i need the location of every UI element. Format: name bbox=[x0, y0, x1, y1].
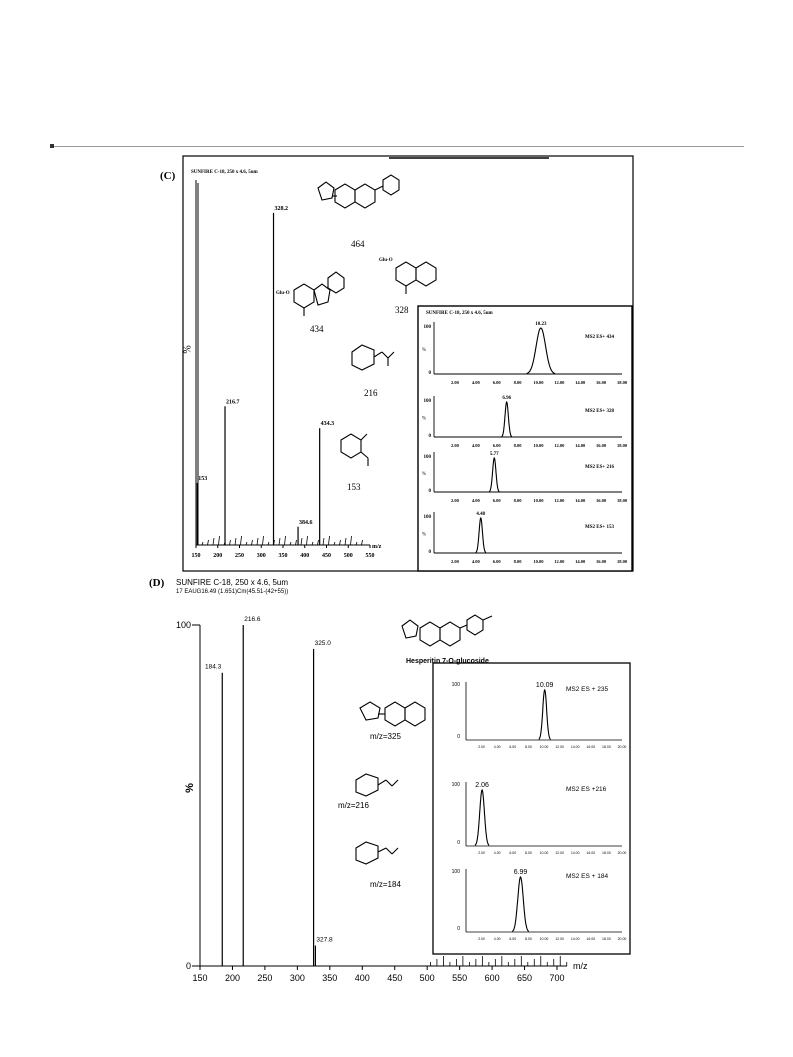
panel-c-inset-y-max: 100 bbox=[423, 325, 431, 330]
panel-d-chromatogram-inset bbox=[433, 663, 630, 954]
panel-d-structure-label-184: m/z=184 bbox=[370, 880, 401, 889]
panel-c-noise-tick bbox=[219, 536, 220, 545]
panel-c-inset-channel: MS2 ES+ 328 bbox=[585, 409, 614, 414]
panel-c-inset-x-tick-label: 6.00 bbox=[492, 559, 501, 564]
panel-d-inset-y-zero: 0 bbox=[457, 840, 460, 846]
panel-c-inset-peak-label: 10.23 bbox=[535, 322, 547, 327]
panel-d-inset-x-tick-label: 18.00 bbox=[602, 745, 611, 749]
panel-d-inset-y-zero: 0 bbox=[457, 926, 460, 932]
panel-c-noise-tick bbox=[351, 536, 352, 545]
structure-216-icon bbox=[352, 345, 394, 370]
panel-c-inset-x-tick-label: 4.00 bbox=[471, 443, 480, 448]
panel-c-inset-x-tick-label: 14.00 bbox=[575, 498, 586, 503]
panel-d-x-tick-label: 550 bbox=[452, 973, 468, 983]
panel-c-inset-x-tick-label: 16.00 bbox=[596, 380, 607, 385]
panel-c-structure-label-328: 328 bbox=[395, 305, 409, 315]
panel-d-inset-x-tick-label: 4.00 bbox=[493, 745, 501, 749]
panel-c-inset-y-zero: 0 bbox=[428, 371, 431, 376]
panel-d-inset-peak-label: 2.06 bbox=[475, 782, 489, 789]
panel-c-inset-y-max: 100 bbox=[423, 455, 431, 460]
panel-d-inset-x-tick-label: 20.00 bbox=[617, 851, 627, 855]
panel-d-inset-x-tick-label: 2.00 bbox=[478, 745, 486, 749]
panel-d-x-tick-label: 150 bbox=[192, 973, 208, 983]
panel-d-inset-x-tick-label: 10.00 bbox=[539, 851, 549, 855]
panel-d-xlabel: m/z bbox=[573, 961, 588, 971]
panel-d-inset-x-tick-label: 4.00 bbox=[493, 851, 501, 855]
panel-c-inset-x-tick-label: 12.00 bbox=[554, 559, 565, 564]
panel-c-inset-y-zero: 0 bbox=[428, 434, 431, 439]
panel-c-noise-tick bbox=[307, 536, 308, 545]
structure-184-icon bbox=[356, 842, 398, 864]
panel-c-inset-channel: MS2 ES+ 153 bbox=[585, 525, 614, 530]
panel-c-x-tick-label: 400 bbox=[300, 553, 310, 559]
panel-d-inset-x-tick-label: 6.00 bbox=[509, 851, 517, 855]
panel-d-inset-x-tick-label: 2.00 bbox=[478, 937, 486, 941]
panel-c-inset-x-tick-label: 8.00 bbox=[513, 380, 522, 385]
panel-c-inset-x-tick-label: 6.00 bbox=[492, 380, 501, 385]
panel-c-noise-tick bbox=[318, 540, 319, 545]
panel-c-inset-frame bbox=[418, 306, 632, 571]
panel-c-noise-tick bbox=[252, 540, 253, 545]
panel-c-peak-label: 384.6 bbox=[299, 519, 313, 526]
panel-d-x-tick-label: 200 bbox=[224, 973, 240, 983]
panel-c-label: (C) bbox=[160, 170, 176, 182]
panel-c-noise-tick bbox=[285, 536, 286, 545]
panel-c-inset-y-pct: % bbox=[421, 416, 426, 422]
panel-c-inset-x-tick-label: 10.00 bbox=[533, 380, 544, 385]
panel-c-noise-tick bbox=[329, 536, 330, 545]
panel-c-inset-x-tick-label: 4.00 bbox=[471, 380, 480, 385]
panel-c-noise-tick bbox=[230, 540, 231, 545]
panel-d-inset-x-tick-label: 10.00 bbox=[539, 745, 549, 749]
panel-c-inset-y-zero: 0 bbox=[428, 489, 431, 494]
panel-c-x-tick-label: 450 bbox=[322, 553, 331, 559]
panel-d-inset-x-tick-label: 12.00 bbox=[555, 851, 564, 855]
panel-c-inset-peak-label: 6.96 bbox=[502, 396, 512, 401]
panel-d-inset-x-tick-label: 10.00 bbox=[539, 937, 549, 941]
panel-c-structure-label-434: 434 bbox=[310, 324, 324, 334]
hesperitin-structure-icon bbox=[402, 615, 492, 646]
panel-d-inset-frame bbox=[433, 663, 630, 954]
panel-c-noise-tick bbox=[257, 538, 258, 545]
panel-d-inset-x-tick-label: 16.00 bbox=[586, 745, 596, 749]
panel-c-inset-x-tick-label: 6.00 bbox=[492, 443, 501, 448]
panel-c-inset-x-tick-label: 18.00 bbox=[616, 380, 628, 385]
panel-d-inset-y-max: 100 bbox=[451, 869, 460, 875]
panel-c-x-tick-label: 500 bbox=[343, 553, 353, 559]
panel-c-inset-x-tick-label: 6.00 bbox=[492, 498, 501, 503]
panel-c-noise-tick bbox=[345, 538, 346, 545]
panel-c-inset-x-tick-label: 16.00 bbox=[596, 559, 607, 564]
panel-d-x-tick-label: 700 bbox=[549, 973, 565, 983]
structure-216-d-icon bbox=[356, 774, 398, 796]
panel-c-sugar-label-434: Glu-O bbox=[276, 291, 290, 296]
panel-d-inset-x-tick-label: 8.00 bbox=[524, 745, 532, 749]
panel-c-inset-x-tick-label: 18.00 bbox=[616, 559, 628, 564]
panel-d-peak-label: 327.8 bbox=[316, 936, 333, 944]
panel-d-x-tick-label: 350 bbox=[322, 973, 338, 983]
panel-c-x-tick-label: 150 bbox=[191, 553, 201, 559]
panel-c-peak-label: 328.2 bbox=[274, 205, 289, 212]
panel-d-peak-label: 216.6 bbox=[244, 616, 261, 623]
panel-c-header: SUNFIRE C-18, 250 x 4.6, 5um bbox=[191, 170, 258, 175]
panel-c-inset-x-tick-label: 2.00 bbox=[450, 443, 459, 448]
panel-c-inset-y-max: 100 bbox=[423, 399, 431, 404]
panel-c-structure-label-153: 153 bbox=[347, 482, 361, 492]
panel-d-inset-x-tick-label: 8.00 bbox=[524, 851, 532, 855]
panel-c-inset-channel: MS2 ES+ 216 bbox=[585, 465, 614, 470]
panel-d-inset-x-tick-label: 16.00 bbox=[586, 937, 596, 941]
panel-c-chromatogram-inset bbox=[418, 306, 632, 571]
panel-c-x-tick-label: 250 bbox=[235, 553, 244, 559]
panel-c-inset-channel: MS2 ES+ 434 bbox=[585, 335, 614, 340]
panel-c-sugar-label-328: Glu-O bbox=[379, 258, 393, 263]
panel-d-inset-x-tick-label: 20.00 bbox=[617, 937, 627, 941]
panel-d-inset-y-max: 100 bbox=[451, 782, 460, 788]
panel-c-noise-tick bbox=[323, 538, 324, 545]
panel-c-xlabel: m/z bbox=[372, 544, 382, 550]
panel-c-x-tick-label: 550 bbox=[365, 553, 375, 559]
panel-c-inset-y-pct: % bbox=[421, 532, 426, 538]
panel-c-x-tick-label: 200 bbox=[213, 553, 223, 559]
panel-d-inset-x-tick-label: 14.00 bbox=[570, 937, 580, 941]
structure-325-icon bbox=[360, 702, 425, 726]
panel-c-inset-y-zero: 0 bbox=[428, 550, 431, 555]
panel-d-x-tick-label: 450 bbox=[387, 973, 403, 983]
panel-c-inset-x-tick-label: 2.00 bbox=[450, 380, 459, 385]
panel-c-inset-x-tick-label: 16.00 bbox=[596, 443, 607, 448]
panel-c-structure-label-464: 464 bbox=[351, 239, 365, 249]
panel-d-inset-x-tick-label: 18.00 bbox=[602, 851, 611, 855]
panel-c-ylabel: % bbox=[182, 345, 194, 354]
panel-c-inset-x-tick-label: 12.00 bbox=[554, 498, 565, 503]
panel-c-inset-x-tick-label: 18.00 bbox=[616, 498, 628, 503]
panel-c-inset-x-tick-label: 4.00 bbox=[471, 498, 480, 503]
panel-c-inset-x-tick-label: 8.00 bbox=[513, 559, 522, 564]
panel-c-noise-tick bbox=[362, 540, 363, 545]
panel-d-header2: 17 EAUG16.49 (1.651)Cm(45.51-(42+55)) bbox=[176, 589, 289, 595]
panel-c-inset-x-tick-label: 14.00 bbox=[575, 559, 586, 564]
panel-d-inset-peak-label: 10.09 bbox=[535, 682, 554, 689]
panel-d-x-tick-label: 600 bbox=[484, 973, 500, 983]
panel-c-noise-tick bbox=[241, 536, 242, 545]
panel-c-noise-tick bbox=[279, 538, 280, 545]
panel-d-x-tick-label: 500 bbox=[419, 973, 435, 983]
panel-d-inset-x-tick-label: 6.00 bbox=[509, 937, 517, 941]
panel-d-inset-y-max: 100 bbox=[451, 682, 460, 688]
structure-328-icon bbox=[396, 262, 436, 294]
structure-153-icon bbox=[341, 434, 368, 466]
panel-d-inset-x-tick-label: 14.00 bbox=[570, 851, 580, 855]
panel-c-peak-label: 434.3 bbox=[320, 421, 335, 428]
panel-c-noise-tick bbox=[208, 540, 209, 545]
panel-c-inset-y-pct: % bbox=[421, 348, 426, 353]
panel-d-ylabel: % bbox=[183, 783, 196, 793]
panel-c-inset-x-tick-label: 18.00 bbox=[616, 443, 628, 448]
panel-c-inset-peak-label: 4.48 bbox=[476, 512, 486, 517]
panel-d-inset-channel: MS2 ES + 184 bbox=[566, 873, 609, 880]
panel-c-structure-label-216: 216 bbox=[364, 388, 378, 398]
panel-c-noise-tick bbox=[213, 538, 214, 545]
panel-c-inset-y-pct: % bbox=[421, 472, 426, 477]
panel-d-structure-label-216: m/z=216 bbox=[338, 801, 369, 810]
panel-c-inset-x-tick-label: 12.00 bbox=[554, 380, 565, 385]
panel-d-inset-x-tick-label: 6.00 bbox=[509, 745, 517, 749]
structure-434-icon bbox=[294, 272, 344, 316]
panel-d-y-tick-label: 100 bbox=[175, 620, 191, 630]
panel-d-label: (D) bbox=[149, 577, 165, 589]
panel-d-x-tick-label: 250 bbox=[257, 973, 273, 983]
panel-d-inset-x-tick-label: 20.00 bbox=[617, 745, 627, 749]
panel-c-peak-label: 153 bbox=[198, 475, 208, 482]
panel-d-inset-peak-label: 6.99 bbox=[513, 869, 528, 876]
panel-d-inset-x-tick-label: 16.00 bbox=[586, 851, 596, 855]
panel-c-inset-x-tick-label: 10.00 bbox=[533, 559, 544, 564]
panel-d-inset-x-tick-label: 4.00 bbox=[493, 937, 501, 941]
panel-c-inset-x-tick-label: 14.00 bbox=[575, 380, 586, 385]
panel-c-inset-x-tick-label: 8.00 bbox=[513, 498, 522, 503]
panel-d-header1: SUNFIRE C-18, 250 x 4.6, 5um bbox=[176, 578, 289, 587]
panel-d-peak-label: 325.0 bbox=[314, 639, 331, 647]
panel-c-inset-x-tick-label: 2.00 bbox=[450, 559, 459, 564]
panel-d-peak-label: 184.3 bbox=[204, 663, 222, 671]
panel-c-noise-tick bbox=[301, 538, 302, 545]
panel-d-y-tick-label: 0 bbox=[185, 961, 191, 971]
hesperitin-compound-name: Hesperitin 7-O-glucoside bbox=[406, 658, 489, 665]
panel-c-spectrum bbox=[192, 180, 375, 559]
panel-c-inset-x-tick-label: 10.00 bbox=[533, 443, 544, 448]
panel-d-inset-x-tick-label: 12.00 bbox=[555, 745, 564, 749]
panel-d-inset-channel: MS2 ES + 235 bbox=[566, 686, 609, 693]
panel-c-inset-x-tick-label: 12.00 bbox=[554, 443, 565, 448]
panel-c-inset-x-tick-label: 10.00 bbox=[533, 498, 544, 503]
panel-c-noise-tick bbox=[263, 536, 264, 545]
panel-d-x-tick-label: 400 bbox=[354, 973, 370, 983]
panel-d-structure-label-325: m/z=325 bbox=[370, 732, 401, 741]
structure-464-icon bbox=[318, 175, 399, 208]
panel-c-inset-x-tick-label: 14.00 bbox=[575, 443, 586, 448]
panel-c-noise-tick bbox=[296, 540, 297, 545]
panel-c-inset-header: SUNFIRE C-18, 250 x 4.6, 5um bbox=[426, 311, 493, 316]
panel-d-inset-x-tick-label: 2.00 bbox=[478, 851, 486, 855]
panel-d-inset-x-tick-label: 12.00 bbox=[555, 937, 564, 941]
panel-c-noise-tick bbox=[340, 540, 341, 545]
panel-c-inset-peak-label: 5.77 bbox=[489, 452, 499, 457]
panel-c-inset-x-tick-label: 2.00 bbox=[450, 498, 459, 503]
panel-d-x-tick-label: 300 bbox=[289, 973, 305, 983]
panel-c-inset-x-tick-label: 16.00 bbox=[596, 498, 607, 503]
panel-d-inset-x-tick-label: 18.00 bbox=[602, 937, 611, 941]
panel-d-inset-x-tick-label: 8.00 bbox=[524, 937, 532, 941]
panel-c-x-tick-label: 300 bbox=[256, 553, 266, 559]
panel-c-noise-tick bbox=[235, 538, 236, 545]
panel-d-x-tick-label: 650 bbox=[517, 973, 533, 983]
panel-c-peak-label: 216.7 bbox=[226, 399, 240, 406]
panel-d-inset-y-zero: 0 bbox=[457, 734, 460, 740]
panel-d-inset-x-tick-label: 14.00 bbox=[570, 745, 580, 749]
panel-c-inset-x-tick-label: 4.00 bbox=[471, 559, 480, 564]
panel-d-inset-channel: MS2 ES +216 bbox=[566, 786, 607, 793]
panel-c-inset-y-max: 100 bbox=[423, 515, 431, 520]
panel-c-inset-x-tick-label: 8.00 bbox=[513, 443, 522, 448]
panel-c-x-tick-label: 350 bbox=[278, 553, 288, 559]
